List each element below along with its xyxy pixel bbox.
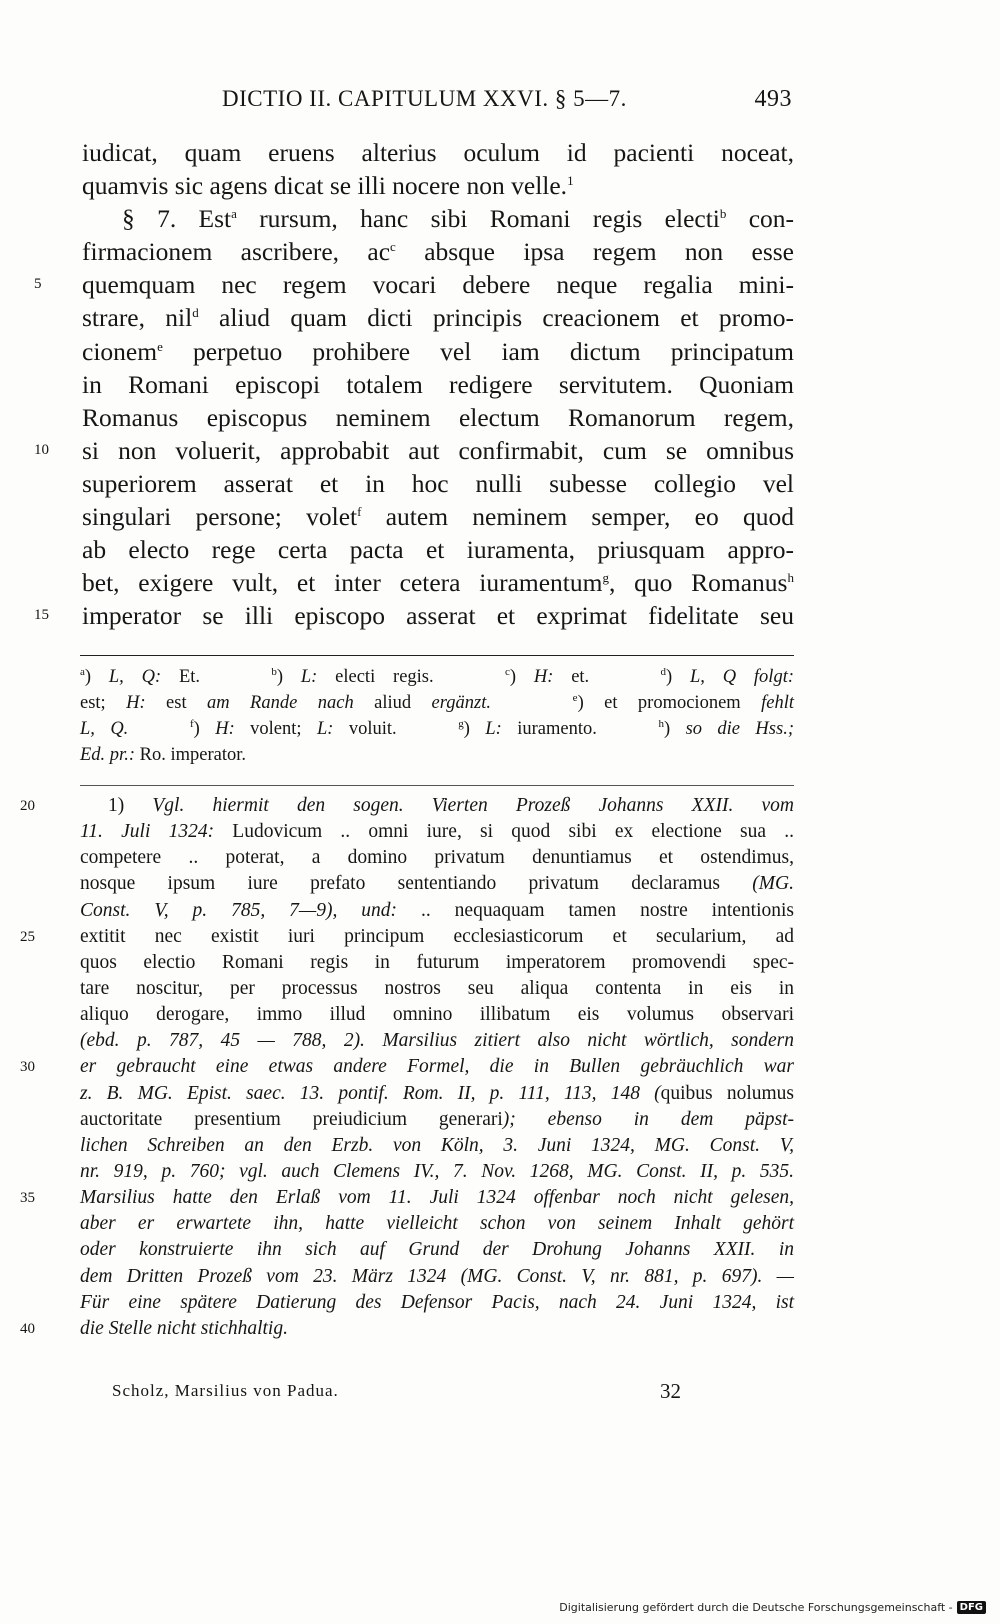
note-line-text: oder konstruierte ihn sich auf Grund der Drohung Johanns XXII. in — [80, 1239, 794, 1261]
text-line — [34, 268, 794, 301]
critical-apparatus — [80, 664, 794, 768]
line-number: 15 — [34, 607, 49, 624]
text-line-text: in Romani episcopi totalem redigere servitutem. Quoniam — [82, 369, 794, 399]
running-header — [80, 76, 792, 116]
note-line-text: auctoritate presentium preiudicium generari); ebenso in dem päpst- — [80, 1108, 794, 1130]
note-line-text: 1) Vgl. hiermit den sogen. Vierten Prozeß Johanns XXII. vom — [108, 795, 794, 816]
digitization-credit — [559, 1601, 986, 1614]
line-number: 20 — [20, 798, 35, 814]
footnotes — [20, 793, 794, 1342]
running-title: DICTIO II. CAPITULUM XXVI. § 5—7. — [222, 86, 627, 111]
note-line — [80, 1002, 794, 1028]
apparatus-line-text: Ed. pr.: Ro. imperator. — [80, 745, 246, 765]
text-line-text: si non voluerit, approbabit aut confirmabit, cum se omnibus — [82, 435, 794, 465]
text-line-text: Romanus episcopus neminem electum Romanorum regem, — [82, 402, 794, 432]
text-line-text: quamvis sic agens dicat se illi nocere non velle.$^1$ — [82, 171, 574, 201]
note-line — [80, 976, 794, 1002]
note-line-text: Marsilius hatte den Erlaß vom 11. Juli 1324 offenbar noch nicht gelesen, — [80, 1187, 794, 1209]
text-line — [82, 533, 794, 566]
note-line-text: lichen Schreiben an den Erzb. von Köln, 3. Juni 1324, MG. Const. V, — [80, 1134, 794, 1156]
text-line — [82, 202, 794, 235]
note-line-text: nr. 919, p. 760; vgl. auch Clemens IV., 7. Nov. 1268, MG. Const. II, p. 535. — [80, 1160, 794, 1182]
apparatus-divider — [80, 655, 794, 656]
apparatus-line-text: L, Q. $^f$) H: volent; L: voluit. $^g$) L: iuramento. $^h$) so die Hss.; — [80, 718, 794, 739]
note-line — [80, 1290, 794, 1316]
note-line — [20, 924, 794, 950]
note-line — [20, 1054, 794, 1080]
text-line — [82, 136, 794, 169]
text-line-text: imperator se illi episcopo asserat et exprimat fidelitate seu — [82, 601, 794, 631]
apparatus-line — [80, 690, 794, 716]
note-line — [80, 1107, 794, 1133]
note-line-text: Für eine spätere Datierung des Defensor Pacis, nach 24. Juni 1324, ist — [80, 1291, 794, 1313]
page-number: 493 — [754, 86, 792, 112]
note-line-text: er gebraucht eine etwas andere Formel, die in Bullen gebräuchlich war — [80, 1056, 794, 1078]
note-line-text: Const. V, p. 785, 7—9), und: .. nequaquam tamen nostre intentionis — [80, 899, 794, 921]
note-line — [80, 1159, 794, 1185]
note-line — [80, 898, 794, 924]
note-line — [80, 950, 794, 976]
text-line — [82, 401, 794, 434]
note-line — [80, 1211, 794, 1237]
line-number: 40 — [20, 1320, 35, 1337]
line-number: 5 — [34, 276, 42, 293]
note-line-text: dem Dritten Prozeß vom 23. März 1324 (MG. Const. V, nr. 881, p. 697). — — [80, 1265, 794, 1287]
text-line-text: iudicat, quam eruens alterius oculum id pacienti noceat, — [82, 138, 794, 167]
apparatus-line — [80, 742, 794, 768]
text-line-text: singulari persone; volet$^f$ autem neminem semper, eo quod — [82, 502, 794, 532]
dfg-logo: DFG — [957, 1601, 986, 1614]
text-line-text: bet, exigere vult, et inter cetera iuramentum$^g$, quo Romanus$^h$ — [82, 568, 794, 598]
text-line-text: strare, nil$^d$ aliud quam dicti principis creacionem et promo- — [82, 303, 794, 333]
text-line — [82, 500, 794, 533]
text-line-text: quemquam nec regem vocari debere neque regalia mini- — [82, 270, 794, 300]
text-line — [82, 566, 794, 599]
note-line-text: aliquo derogare, immo illud omnino illibatum eis volumus observari — [80, 1004, 794, 1026]
text-line — [82, 235, 794, 268]
text-line-text: superiorem asserat et in hoc nulli subesse collegio vel — [82, 468, 794, 498]
text-line — [82, 467, 794, 500]
apparatus-line-text: est; H: est am Rande nach aliud ergänzt. $^e$) et promocionem fehlt — [80, 692, 794, 713]
text-line — [82, 169, 794, 202]
text-line — [82, 368, 794, 401]
text-line — [34, 599, 794, 632]
note-line-text: nosque ipsum iure prefato sententiando privatum declaramus (MG. — [80, 873, 794, 895]
apparatus-line-text: $^a$) L, Q: Et. $^b$) L: electi regis. $^c$) H: et. $^d$) L, Q folgt: — [80, 666, 794, 687]
note-line-text: aber er erwartete ihn, hatte vielleicht schon von seinem Inhalt gehört — [80, 1213, 794, 1235]
note-line — [20, 1185, 794, 1211]
text-line-text: cionem$^e$ perpetuo prohibere vel iam dictum principatum — [82, 336, 794, 366]
text-line-text: ab electo rege certa pacta et iuramenta, priusquam appro- — [82, 535, 794, 565]
note-line — [20, 1316, 794, 1342]
note-line-text: tare noscitur, per processus nostros seu aliqua contenta in eis in — [80, 977, 794, 999]
signature-mark: 32 — [660, 1379, 681, 1403]
note-line-text: die Stelle nicht stichhaltig. — [80, 1317, 288, 1339]
line-number: 25 — [20, 928, 35, 945]
note-line — [20, 793, 794, 819]
note-line-text: (ebd. p. 787, 45 — 788, 2). Marsilius zitiert also nicht wörtlich, sondern — [80, 1030, 794, 1052]
note-line-text: z. B. MG. Epist. saec. 13. pontif. Rom. II, p. 111, 113, 148 (quibus nolumus — [80, 1082, 794, 1104]
footer-author: Scholz, Marsilius von Padua. — [112, 1381, 339, 1400]
note-line — [80, 1237, 794, 1263]
page-footer — [112, 1381, 702, 1411]
notes-divider — [80, 785, 794, 786]
note-line-text: extitit nec existit iuri principum ecclesiasticorum et secularium, ad — [80, 925, 794, 947]
text-line-text: § 7. Est$^a$ rursum, hanc sibi Romani regis electi$^b$ con- — [122, 204, 794, 234]
note-line-text: 11. Juli 1324: Ludovicum .. omni iure, si quod sibi ex electione sua .. — [80, 821, 794, 843]
text-line — [82, 301, 794, 334]
note-line — [80, 819, 794, 845]
main-text — [34, 136, 794, 632]
line-number: 35 — [20, 1190, 35, 1207]
line-number: 10 — [34, 441, 49, 458]
text-line-text: firmacionem ascribere, $ac^c$ absque ipsa regem non esse — [82, 237, 794, 267]
note-line — [80, 1264, 794, 1290]
text-line — [82, 335, 794, 368]
credit-text: Digitalisierung gefördert durch die Deutsche Forschungsgemeinschaft - — [559, 1601, 953, 1614]
line-number: 30 — [20, 1059, 35, 1076]
note-line-text: competere .. poterat, a domino privatum denuntiamus et ostendimus, — [80, 847, 794, 869]
note-line — [80, 1133, 794, 1159]
note-line — [80, 1081, 794, 1107]
note-line-text: quos electio Romani regis in futurum imperatorem promovendi spec- — [80, 951, 794, 973]
note-line — [80, 1028, 794, 1054]
note-line — [80, 845, 794, 871]
apparatus-line — [80, 664, 794, 690]
apparatus-line — [80, 716, 794, 742]
text-line — [34, 434, 794, 467]
note-line — [80, 871, 794, 897]
